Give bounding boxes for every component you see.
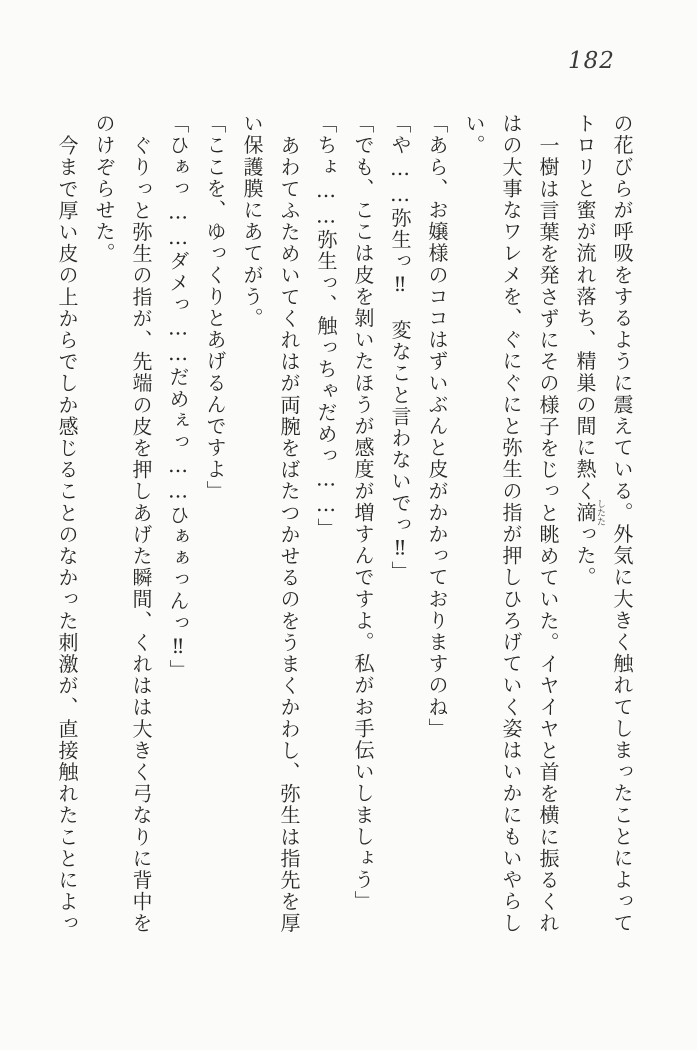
paragraph: 「や……弥生っ‼ 変なこと言わないでっ‼」 — [388, 113, 412, 583]
page-number: 182 — [568, 48, 615, 74]
paragraph: 今まで厚い皮の上からでしか感じることのなかった刺激が、直接触れたことによっ — [55, 135, 79, 935]
paragraph: あわてふためいてくれはが両腕をばたつかせるのをうまくかわし、弥生は指先を厚い保護膜にあてがう。 — [240, 113, 301, 935]
body-text — [46, 113, 640, 936]
paragraph: の花びらが呼吸をするように震えている。外気に大きく触れてしまったことによってトロリと蜜が流れ落ち、精巣の間に熱く滴したたった。 — [573, 113, 634, 934]
paragraph: 「ひぁっ……ダメっ……だめぇっ……ひぁぁっんっ‼」 — [166, 113, 190, 681]
paragraph: 「でも、ここは皮を剝いたほうが感度が増すんですよ。私がお手伝いしましょう」 — [351, 113, 375, 913]
paragraph: 「ここを、ゆっくりとあげるんですよ」 — [203, 113, 227, 502]
paragraph: 「あら、お嬢様のココはずいぶんと皮がかかっておりますのね」 — [425, 113, 449, 740]
paragraph: ぐりっと弥生の指が、先端の皮を押しあげた瞬間、くれはは大きく弓なりに背中をのけぞらせた。 — [92, 113, 153, 935]
furigana-ruby: 滴したた — [573, 499, 605, 527]
paragraph: 「ちょ……弥生っ、触っちゃだめっ……」 — [314, 113, 338, 540]
paragraph: 一樹は言葉を発さずにその様子をじっと眺めていた。イヤイヤと首を横に振るくれはの大事なワレメを、ぐにぐにと弥生の指が押しひろげていく姿はいかにもいやらしい。 — [462, 113, 560, 935]
